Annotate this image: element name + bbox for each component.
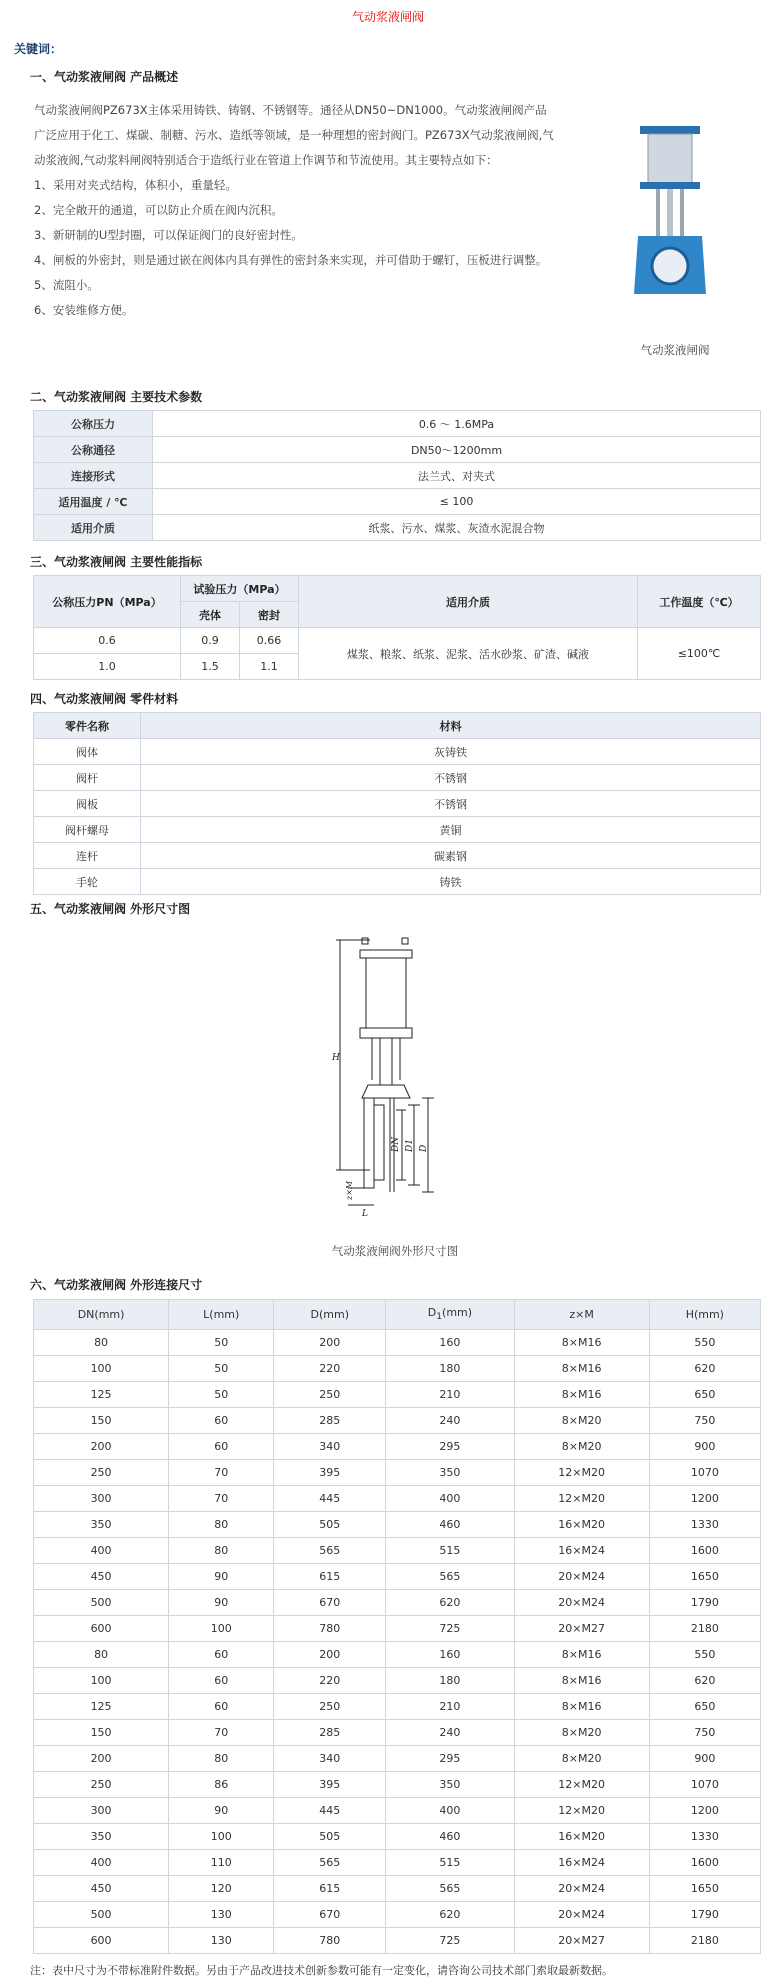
part-cell: 阀板 [34, 791, 141, 817]
param-value: 法兰式、对夹式 [153, 463, 761, 489]
header-temp: 工作温度（℃） [638, 576, 761, 628]
l-cell: 80 [169, 1538, 274, 1564]
page-title: 气动浆液闸阀 [351, 10, 424, 24]
l-cell: 80 [169, 1746, 274, 1772]
header-shell: 壳体 [181, 602, 240, 628]
d1-cell: 180 [386, 1668, 514, 1694]
overview-text [34, 98, 554, 323]
d1-cell: 295 [386, 1746, 514, 1772]
table-row [34, 1564, 761, 1590]
table-row [34, 1876, 761, 1902]
d-cell: 250 [274, 1694, 386, 1720]
zm-cell: 8×M16 [514, 1642, 649, 1668]
d1-cell: 240 [386, 1720, 514, 1746]
h-cell: 550 [649, 1642, 760, 1668]
d-cell: 670 [274, 1902, 386, 1928]
h-cell: 1600 [649, 1850, 760, 1876]
material-cell: 黄铜 [141, 817, 761, 843]
table-row [34, 1434, 761, 1460]
shell-cell: 0.9 [181, 628, 240, 654]
d-cell: 615 [274, 1876, 386, 1902]
material-cell: 不锈钢 [141, 765, 761, 791]
header-d1-sub: 1 [436, 1311, 443, 1323]
zm-cell: 8×M16 [514, 1694, 649, 1720]
d-cell: 445 [274, 1798, 386, 1824]
table-row [34, 1512, 761, 1538]
d1-cell: 515 [386, 1538, 514, 1564]
h-cell: 1200 [649, 1486, 760, 1512]
table-row [34, 1746, 761, 1772]
zm-cell: 20×M24 [514, 1564, 649, 1590]
dim-label-zm: z×M [345, 1180, 354, 1200]
h-cell: 1600 [649, 1538, 760, 1564]
d1-cell: 180 [386, 1356, 514, 1382]
keywords-label: 关键词： [14, 42, 63, 56]
d-cell: 285 [274, 1408, 386, 1434]
param-value: ≤ 100 [153, 489, 761, 515]
zm-cell: 16×M20 [514, 1512, 649, 1538]
d1-cell: 295 [386, 1434, 514, 1460]
param-label: 适用介质 [34, 515, 153, 541]
dn-cell: 200 [34, 1746, 169, 1772]
h-cell: 2180 [649, 1928, 760, 1954]
h-cell: 650 [649, 1694, 760, 1720]
feature-item: 2、完全敞开的通道，可以防止介质在阀内沉积。 [34, 203, 283, 217]
table-row [34, 1486, 761, 1512]
dn-cell: 80 [34, 1330, 169, 1356]
header-pn: 公称压力PN（MPa） [34, 576, 181, 628]
d1-cell: 460 [386, 1512, 514, 1538]
d1-cell: 725 [386, 1928, 514, 1954]
l-cell: 130 [169, 1902, 274, 1928]
table-row [34, 817, 761, 843]
d-cell: 220 [274, 1356, 386, 1382]
pn-cell: 0.6 [34, 628, 181, 654]
d-cell: 780 [274, 1616, 386, 1642]
dn-cell: 150 [34, 1720, 169, 1746]
d1-cell: 565 [386, 1564, 514, 1590]
header-d: D(mm) [274, 1300, 386, 1330]
table-row [34, 1460, 761, 1486]
d1-cell: 400 [386, 1486, 514, 1512]
param-value: 0.6 ～ 1.6MPa [153, 411, 761, 437]
param-label: 连接形式 [34, 463, 153, 489]
section-title-drawing: 五、气动浆液闸阀 外形尺寸图 [30, 902, 191, 916]
h-cell: 1070 [649, 1772, 760, 1798]
l-cell: 80 [169, 1512, 274, 1538]
d1-cell: 350 [386, 1460, 514, 1486]
section-title-sizes: 六、气动浆液闸阀 外形连接尺寸 [30, 1278, 203, 1292]
d-cell: 670 [274, 1590, 386, 1616]
zm-cell: 8×M20 [514, 1434, 649, 1460]
h-cell: 2180 [649, 1616, 760, 1642]
l-cell: 50 [169, 1330, 274, 1356]
table-row [34, 1668, 761, 1694]
l-cell: 50 [169, 1356, 274, 1382]
d-cell: 340 [274, 1434, 386, 1460]
part-cell: 阀体 [34, 739, 141, 765]
table-row [34, 489, 761, 515]
l-cell: 120 [169, 1876, 274, 1902]
table-row [34, 1616, 761, 1642]
header-d1-unit: (mm) [442, 1306, 473, 1320]
zm-cell: 8×M16 [514, 1382, 649, 1408]
part-cell: 连杆 [34, 843, 141, 869]
dn-cell: 450 [34, 1876, 169, 1902]
h-cell: 620 [649, 1356, 760, 1382]
zm-cell: 12×M20 [514, 1798, 649, 1824]
l-cell: 130 [169, 1928, 274, 1954]
zm-cell: 20×M24 [514, 1590, 649, 1616]
table-row [34, 1642, 761, 1668]
material-cell: 灰铸铁 [141, 739, 761, 765]
params-table [33, 410, 761, 541]
table-row [34, 1408, 761, 1434]
header-d1-main: D [427, 1306, 437, 1320]
dn-cell: 500 [34, 1902, 169, 1928]
table-row [34, 515, 761, 541]
dn-cell: 400 [34, 1850, 169, 1876]
l-cell: 86 [169, 1772, 274, 1798]
h-cell: 1650 [649, 1876, 760, 1902]
dim-label-l: L [362, 1209, 368, 1219]
d-cell: 780 [274, 1928, 386, 1954]
h-cell: 1330 [649, 1512, 760, 1538]
d1-cell: 240 [386, 1408, 514, 1434]
feature-item: 5、流阻小。 [34, 278, 99, 292]
h-cell: 1650 [649, 1564, 760, 1590]
zm-cell: 16×M20 [514, 1824, 649, 1850]
material-cell: 不锈钢 [141, 791, 761, 817]
param-label: 适用温度 / ℃ [34, 489, 153, 515]
dn-cell: 300 [34, 1798, 169, 1824]
material-cell: 碳素钢 [141, 843, 761, 869]
section-title-materials: 四、气动浆液闸阀 零件材料 [30, 692, 179, 706]
zm-cell: 8×M20 [514, 1408, 649, 1434]
zm-cell: 20×M24 [514, 1902, 649, 1928]
footnote: 注：表中尺寸为不带标准附件数据。另由于产品改进技术创新参数可能有一定变化，请咨询公司技术部门索取最新数据。 [30, 1964, 613, 1977]
h-cell: 750 [649, 1720, 760, 1746]
table-row [34, 1356, 761, 1382]
table-row [34, 843, 761, 869]
temp-cell: ≤100℃ [638, 628, 761, 680]
h-cell: 1070 [649, 1460, 760, 1486]
section-title-performance: 三、气动浆液闸阀 主要性能指标 [30, 555, 203, 569]
dn-cell: 250 [34, 1460, 169, 1486]
l-cell: 50 [169, 1382, 274, 1408]
zm-cell: 20×M27 [514, 1616, 649, 1642]
table-row [34, 791, 761, 817]
l-cell: 60 [169, 1434, 274, 1460]
param-value: DN50～1200mm [153, 437, 761, 463]
dn-cell: 300 [34, 1486, 169, 1512]
d1-cell: 620 [386, 1902, 514, 1928]
dim-label-d: D [419, 1144, 429, 1152]
dimension-drawing [330, 930, 450, 1230]
header-l: L(mm) [169, 1300, 274, 1330]
header-h: H(mm) [649, 1300, 760, 1330]
table-row [34, 1772, 761, 1798]
part-cell: 阀杆螺母 [34, 817, 141, 843]
zm-cell: 12×M20 [514, 1486, 649, 1512]
d1-cell: 725 [386, 1616, 514, 1642]
section-title-overview: 一、气动浆液闸阀 产品概述 [30, 70, 179, 84]
d-cell: 505 [274, 1824, 386, 1850]
section-title-params: 二、气动浆液闸阀 主要技术参数 [30, 390, 203, 404]
header-d1 [386, 1300, 514, 1330]
header-material: 材料 [141, 713, 761, 739]
table-row [34, 1824, 761, 1850]
d-cell: 445 [274, 1486, 386, 1512]
dim-label-d1: D1 [405, 1139, 415, 1152]
l-cell: 100 [169, 1616, 274, 1642]
zm-cell: 8×M16 [514, 1356, 649, 1382]
d1-cell: 210 [386, 1694, 514, 1720]
header-part: 零件名称 [34, 713, 141, 739]
l-cell: 70 [169, 1486, 274, 1512]
overview-intro: 气动浆液闸阀PZ673X主体采用铸铁、铸钢、不锈钢等。通径从DN50~DN1000。气动浆液闸阀产品广泛应用于化工、煤碳、制糖、污水、造纸等领域，是一种理想的密封阀门。PZ673X气动浆液闸阀,气动浆液阀,气动浆料闸阀特别适合于造纸行业在管道上作调节和节流使用。其主要特点如下： [34, 103, 554, 167]
table-row [34, 1538, 761, 1564]
l-cell: 90 [169, 1590, 274, 1616]
h-cell: 550 [649, 1330, 760, 1356]
table-row [34, 1798, 761, 1824]
dim-label-h: H [332, 1053, 340, 1063]
drawing-caption: 气动浆液闸阀外形尺寸图 [331, 1244, 459, 1258]
part-cell: 手轮 [34, 869, 141, 895]
feature-item: 1、采用对夹式结构，体积小，重量轻。 [34, 178, 237, 192]
zm-cell: 8×M16 [514, 1668, 649, 1694]
header-dn: DN(mm) [34, 1300, 169, 1330]
dn-cell: 350 [34, 1512, 169, 1538]
d-cell: 565 [274, 1850, 386, 1876]
dn-cell: 100 [34, 1356, 169, 1382]
h-cell: 650 [649, 1382, 760, 1408]
pn-cell: 1.0 [34, 654, 181, 680]
l-cell: 60 [169, 1668, 274, 1694]
feature-item: 6、安装维修方便。 [34, 303, 134, 317]
header-seal: 密封 [240, 602, 299, 628]
header-medium: 适用介质 [299, 576, 638, 628]
header-zm: z×M [514, 1300, 649, 1330]
seal-cell: 1.1 [240, 654, 299, 680]
product-image [630, 124, 710, 304]
d1-cell: 160 [386, 1642, 514, 1668]
d-cell: 200 [274, 1642, 386, 1668]
dn-cell: 400 [34, 1538, 169, 1564]
table-row [34, 1330, 761, 1356]
table-row [34, 1902, 761, 1928]
dn-cell: 125 [34, 1694, 169, 1720]
table-row [34, 739, 761, 765]
product-image-caption: 气动浆液闸阀 [640, 343, 710, 357]
d-cell: 565 [274, 1538, 386, 1564]
table-row [34, 1850, 761, 1876]
dn-cell: 600 [34, 1928, 169, 1954]
l-cell: 110 [169, 1850, 274, 1876]
dn-cell: 150 [34, 1408, 169, 1434]
h-cell: 750 [649, 1408, 760, 1434]
performance-table [33, 575, 761, 680]
d1-cell: 620 [386, 1590, 514, 1616]
l-cell: 70 [169, 1460, 274, 1486]
dn-cell: 125 [34, 1382, 169, 1408]
dn-cell: 350 [34, 1824, 169, 1850]
zm-cell: 8×M20 [514, 1720, 649, 1746]
d1-cell: 565 [386, 1876, 514, 1902]
h-cell: 900 [649, 1434, 760, 1460]
feature-item: 4、闸板的外密封，则是通过嵌在阀体内具有弹性的密封条来实现，并可借助于螺钉，压板进行调整。 [34, 253, 548, 267]
table-row [34, 437, 761, 463]
d-cell: 285 [274, 1720, 386, 1746]
zm-cell: 8×M16 [514, 1330, 649, 1356]
d-cell: 200 [274, 1330, 386, 1356]
table-row [34, 463, 761, 489]
d-cell: 505 [274, 1512, 386, 1538]
l-cell: 90 [169, 1564, 274, 1590]
h-cell: 1200 [649, 1798, 760, 1824]
table-row [34, 1694, 761, 1720]
zm-cell: 12×M20 [514, 1460, 649, 1486]
table-row [34, 765, 761, 791]
l-cell: 100 [169, 1824, 274, 1850]
l-cell: 70 [169, 1720, 274, 1746]
d1-cell: 400 [386, 1798, 514, 1824]
zm-cell: 20×M24 [514, 1876, 649, 1902]
sizes-table [33, 1299, 761, 1954]
dn-cell: 200 [34, 1434, 169, 1460]
dim-label-dn: DN [391, 1136, 401, 1152]
param-label: 公称压力 [34, 411, 153, 437]
seal-cell: 0.66 [240, 628, 299, 654]
l-cell: 90 [169, 1798, 274, 1824]
d-cell: 250 [274, 1382, 386, 1408]
dn-cell: 80 [34, 1642, 169, 1668]
d-cell: 395 [274, 1460, 386, 1486]
table-row [34, 869, 761, 895]
zm-cell: 8×M20 [514, 1746, 649, 1772]
table-row [34, 1928, 761, 1954]
part-cell: 阀杆 [34, 765, 141, 791]
h-cell: 1330 [649, 1824, 760, 1850]
header-test-pressure: 试验压力（MPa） [181, 576, 299, 602]
zm-cell: 16×M24 [514, 1850, 649, 1876]
h-cell: 1790 [649, 1902, 760, 1928]
table-row [34, 1382, 761, 1408]
table-row [34, 628, 761, 654]
feature-list [34, 173, 554, 323]
d1-cell: 350 [386, 1772, 514, 1798]
materials-table [33, 712, 761, 895]
d1-cell: 210 [386, 1382, 514, 1408]
shell-cell: 1.5 [181, 654, 240, 680]
dn-cell: 100 [34, 1668, 169, 1694]
table-row [34, 411, 761, 437]
d-cell: 395 [274, 1772, 386, 1798]
h-cell: 1790 [649, 1590, 760, 1616]
d-cell: 220 [274, 1668, 386, 1694]
zm-cell: 20×M27 [514, 1928, 649, 1954]
zm-cell: 16×M24 [514, 1538, 649, 1564]
h-cell: 620 [649, 1668, 760, 1694]
feature-item: 3、新研制的U型封圈，可以保证阀门的良好密封性。 [34, 228, 303, 242]
table-row [34, 1720, 761, 1746]
table-row [34, 1590, 761, 1616]
param-value: 纸浆、污水、煤浆、灰渣水泥混合物 [153, 515, 761, 541]
dn-cell: 250 [34, 1772, 169, 1798]
l-cell: 60 [169, 1694, 274, 1720]
h-cell: 900 [649, 1746, 760, 1772]
material-cell: 铸铁 [141, 869, 761, 895]
zm-cell: 12×M20 [514, 1772, 649, 1798]
d1-cell: 160 [386, 1330, 514, 1356]
l-cell: 60 [169, 1408, 274, 1434]
l-cell: 60 [169, 1642, 274, 1668]
param-label: 公称通径 [34, 437, 153, 463]
d-cell: 615 [274, 1564, 386, 1590]
dn-cell: 600 [34, 1616, 169, 1642]
d1-cell: 460 [386, 1824, 514, 1850]
medium-cell: 煤浆、粮浆、纸浆、泥浆、活水砂浆、矿渣、碱液 [299, 628, 638, 680]
dn-cell: 450 [34, 1564, 169, 1590]
d-cell: 340 [274, 1746, 386, 1772]
d1-cell: 515 [386, 1850, 514, 1876]
dn-cell: 500 [34, 1590, 169, 1616]
